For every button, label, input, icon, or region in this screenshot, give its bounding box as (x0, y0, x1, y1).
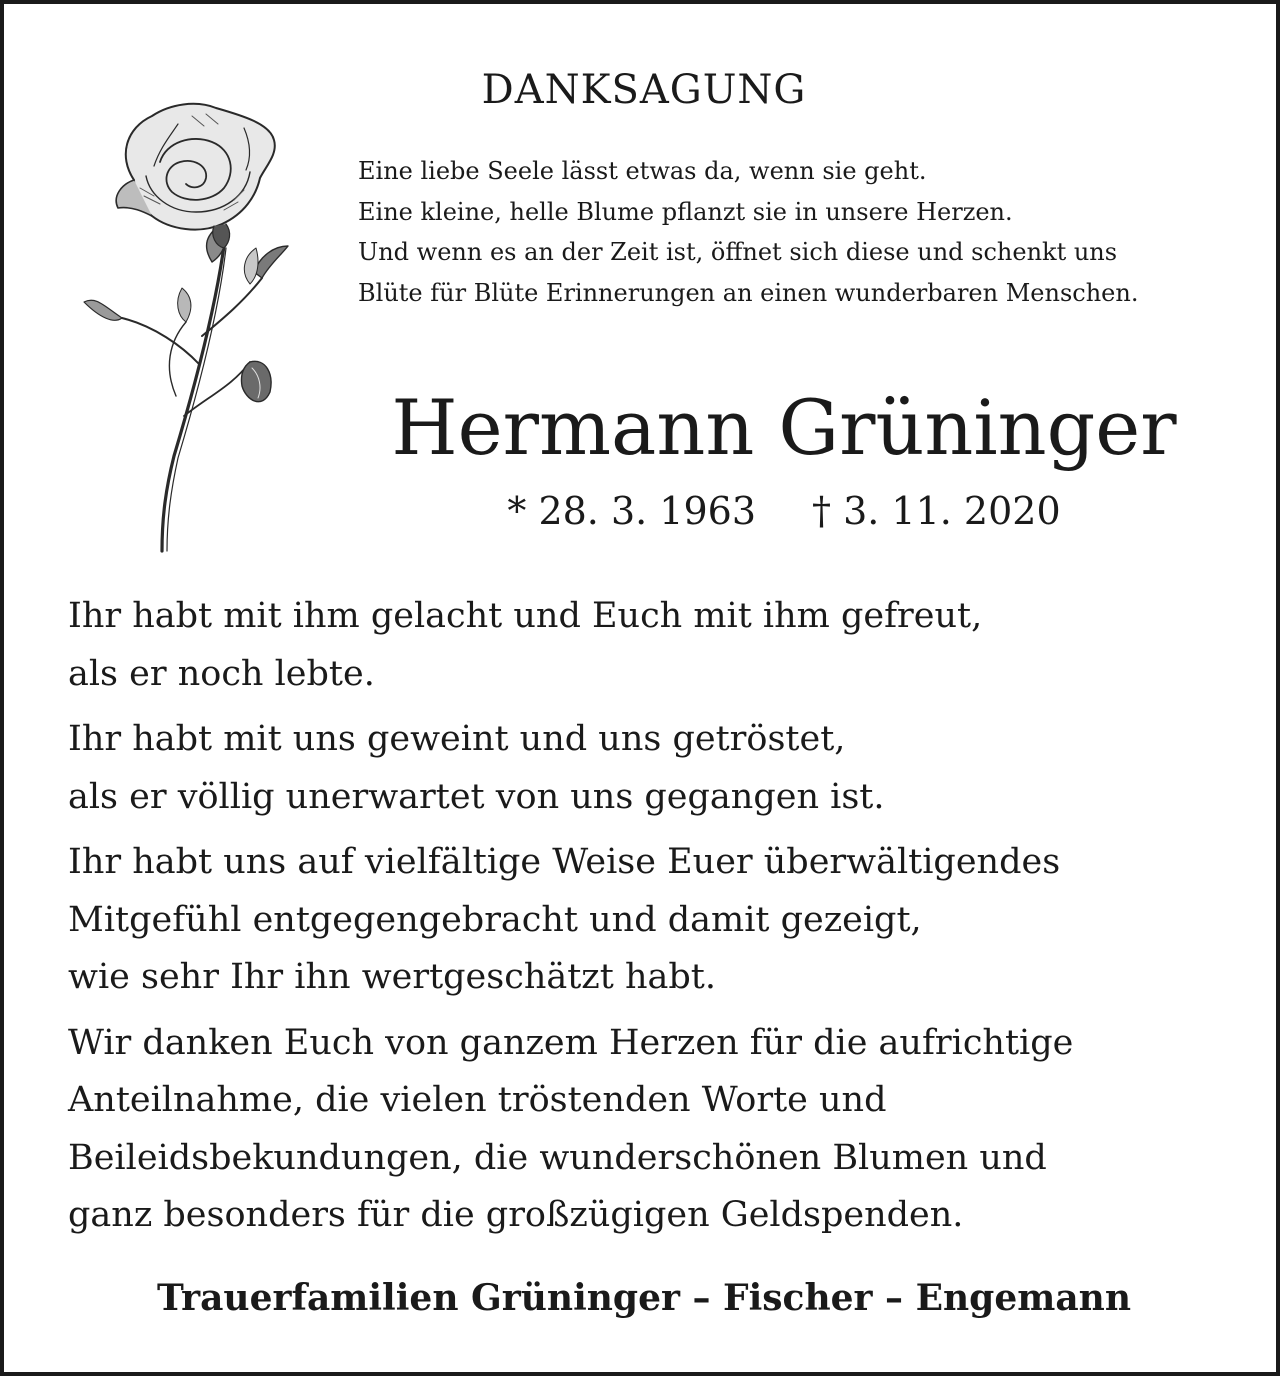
thank-you-text (68, 588, 1228, 1253)
poem-line: Eine liebe Seele lässt etwas da, wenn sie geht. (358, 157, 927, 185)
text-line: ganz besonders für die großzügigen Geldspenden. (68, 1195, 964, 1235)
text-line: Beileidsbekundungen, die wunderschönen Blumen und (68, 1137, 1047, 1178)
rose-illustration (74, 96, 294, 556)
text-line: Mitgefühl entgegengebracht und damit gezeigt, (68, 899, 922, 940)
death-date: † 3. 11. 2020 (812, 489, 1061, 533)
paragraph (68, 711, 1228, 826)
poem-line: Eine kleine, helle Blume pflanzt sie in unsere Herzen. (358, 197, 1013, 226)
poem-line: Blüte für Blüte Erinnerungen an einen wunderbaren Menschen. (358, 278, 1139, 307)
poem-line: Und wenn es an der Zeit ist, öffnet sich diese und schenkt uns (358, 238, 1118, 266)
text-line: Ihr habt uns auf vielfältige Weise Euer überwältigendes (68, 842, 1061, 882)
paragraph (68, 1015, 1228, 1245)
text-line: Anteilnahme, die vielen tröstenden Worte und (68, 1080, 887, 1120)
paragraph (68, 834, 1228, 1007)
life-dates (364, 484, 1204, 538)
text-line: als er noch lebte. (68, 653, 375, 694)
poem (358, 151, 1238, 313)
text-line: wie sehr Ihr ihn wertgeschätzt habt. (68, 957, 716, 997)
family-signature: Trauerfamilien Grüninger – Fischer – Engemann (156, 1277, 1132, 1319)
text-line: Wir danken Euch von ganzem Herzen für die aufrichtige (68, 1022, 1074, 1063)
birth-date: * 28. 3. 1963 (507, 489, 756, 533)
deceased-name: Hermann Grüninger (391, 383, 1177, 472)
text-line: Ihr habt mit ihm gelacht und Euch mit ihm gefreut, (68, 596, 983, 636)
text-line: Ihr habt mit uns geweint und uns getröstet, (68, 719, 846, 759)
text-line: als er völlig unerwartet von uns gegangen ist. (68, 776, 885, 817)
paragraph (68, 588, 1228, 703)
notice-heading: DANKSAGUNG (481, 67, 807, 113)
